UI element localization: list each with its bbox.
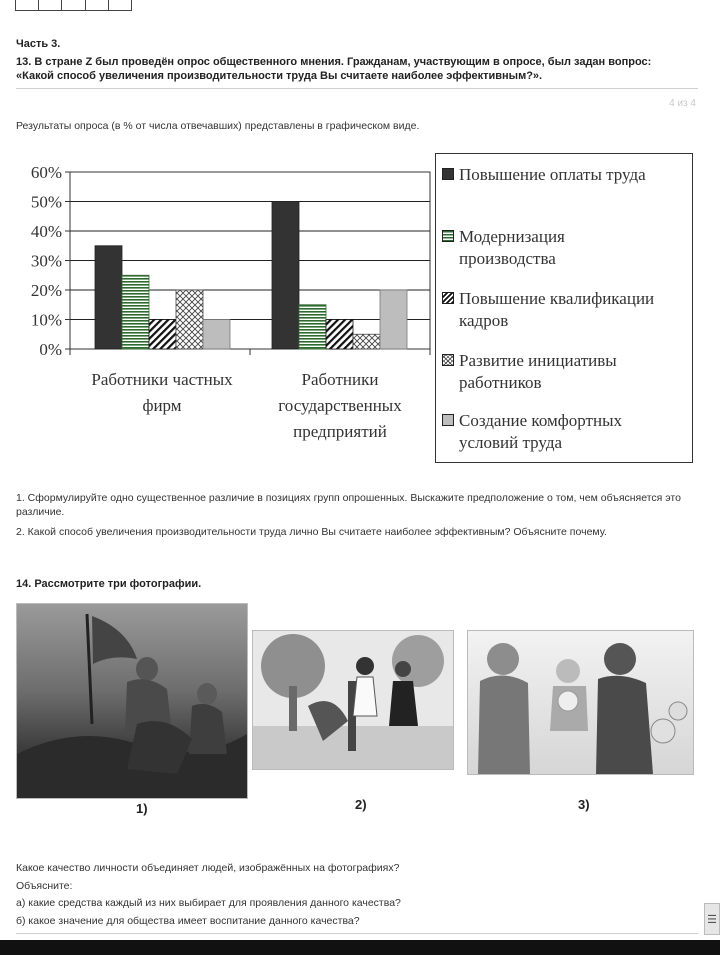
q14-line-2: Объясните:: [16, 879, 73, 892]
question-13-line1: 13. В стране Z был проведён опрос общественного мнения. Гражданам, участвующим в опросе, был задан вопрос:: [16, 56, 652, 68]
x-category-label: Работники частных: [91, 370, 233, 389]
q14-line-1: Какое качество личности объединяет людей, изображённых на фотографиях?: [16, 862, 400, 874]
legend-item-3: [442, 288, 654, 332]
y-tick-label: 60%: [30, 163, 62, 182]
legend-swatch-diagonal: [442, 292, 454, 304]
legend-item-1: [442, 164, 646, 186]
page-counter: 4 из 4: [669, 98, 696, 109]
bar: [95, 246, 122, 349]
q14-line-3: а) какие средства каждый из них выбирает для проявления данного качества?: [16, 897, 401, 909]
photo-3: [467, 630, 694, 775]
bar: [149, 320, 176, 350]
legend-item-4: [442, 350, 617, 394]
bottom-bar: [0, 940, 720, 955]
part-heading: Часть 3.: [16, 38, 61, 50]
photo-2-caption: 2): [355, 797, 367, 812]
bar: [326, 320, 353, 350]
bar: [272, 202, 299, 350]
photo-1-caption: 1): [136, 801, 148, 816]
legend-label: кадров: [459, 311, 509, 330]
legend-label: Развитие инициативы: [459, 351, 617, 370]
menu-icon[interactable]: ☰: [704, 903, 720, 935]
legend-label: Создание комфортных: [459, 411, 623, 430]
x-category-label: предприятий: [293, 422, 387, 441]
y-tick-label: 10%: [30, 310, 62, 330]
question-13: [16, 55, 706, 83]
legend-swatch-solid: [442, 168, 454, 180]
legend-item-2: [442, 226, 565, 270]
bar: [203, 320, 230, 350]
legend-label: производства: [459, 249, 556, 268]
legend-label: Модернизация: [459, 227, 565, 246]
question-13-tasks: [16, 491, 706, 545]
photo-1-sketch: [17, 604, 247, 798]
y-tick-label: 30%: [30, 251, 62, 271]
chart-legend: [435, 153, 693, 463]
photo-3-caption: 3): [578, 797, 590, 812]
bar: [176, 290, 203, 349]
bar: [299, 305, 326, 349]
legend-swatch-hstripes: [442, 230, 454, 242]
task-2: 2. Какой способ увеличения производительности труда лично Вы считаете наиболее эффективным? Объясните почему.: [16, 526, 607, 538]
y-tick-label: 20%: [30, 281, 62, 300]
photo-1: [16, 603, 248, 799]
legend-label: условий труда: [459, 433, 563, 452]
divider: [16, 88, 698, 89]
divider-bottom: [16, 933, 698, 934]
bar: [122, 275, 149, 349]
y-tick-label: 40%: [30, 222, 62, 241]
bar: [380, 290, 407, 349]
legend-swatch-gray: [442, 414, 454, 426]
x-category-label: фирм: [142, 396, 182, 415]
legend-swatch-crosshatch: [442, 354, 454, 366]
bar: [353, 334, 380, 349]
legend-label: работников: [459, 373, 542, 392]
legend-label: Повышение оплаты труда: [459, 165, 646, 184]
top-table-fragment: [16, 0, 132, 10]
q14-line-4: б) какое значение для общества имеет воспитание данного качества?: [16, 914, 360, 927]
photo-2-sketch: [253, 631, 453, 769]
question-14: 14. Рассмотрите три фотографии.: [16, 578, 202, 590]
y-tick-label: 50%: [30, 192, 62, 212]
x-category-label: государственных: [278, 396, 402, 415]
task-1: 1. Сформулируйте одно существенное различие в позициях групп опрошенных. Выскажите предположение о том, чем объясняется это различие.: [16, 492, 681, 518]
results-intro: Результаты опроса (в % от числа отвечавших) представлены в графическом виде.: [16, 120, 420, 132]
question-14-tasks: [16, 860, 706, 930]
photo-3-sketch: [468, 631, 693, 774]
legend-label: Повышение квалификации: [459, 289, 655, 308]
x-category-label: Работники: [301, 370, 379, 389]
question-13-line2: «Какой способ увеличения производительности труда Вы считаете наиболее эффективным?».: [16, 70, 543, 82]
photo-2: [252, 630, 454, 770]
legend-item-5: [442, 410, 622, 454]
y-tick-label: 0%: [39, 340, 62, 359]
